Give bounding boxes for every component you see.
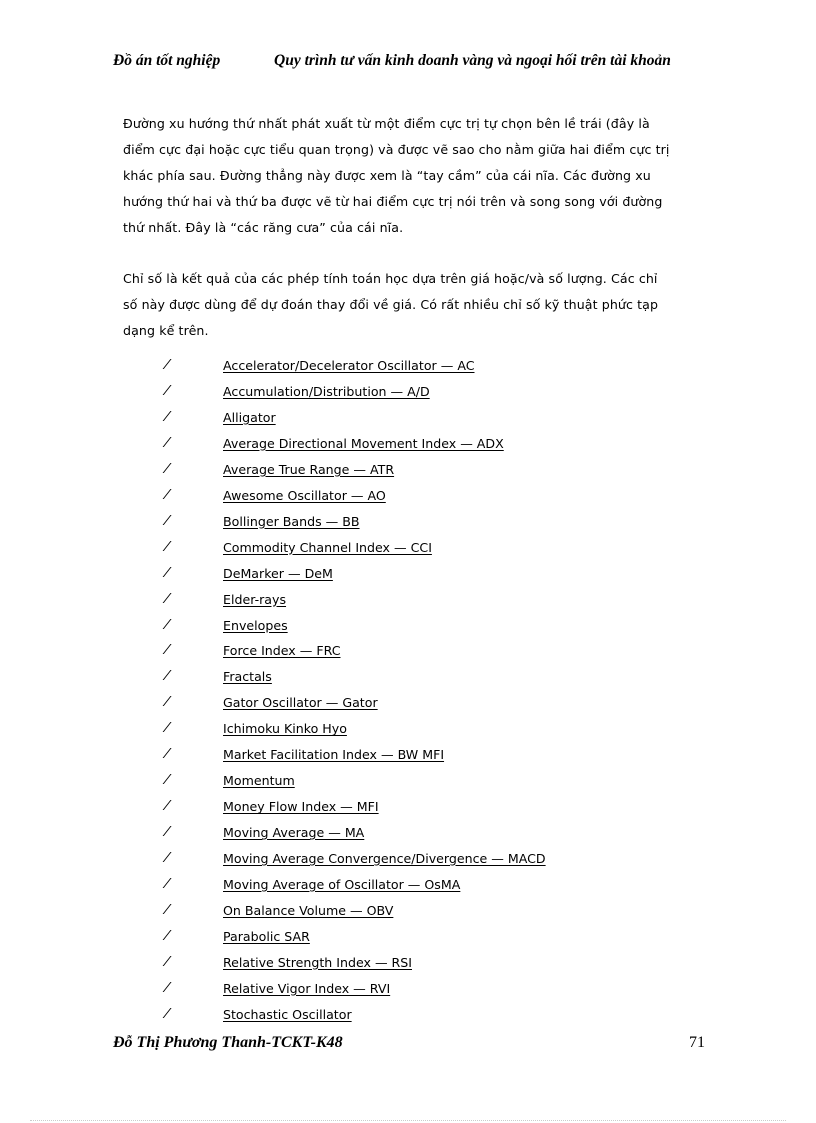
- indicator-link[interactable]: Accumulation/Distribution — A/D: [223, 383, 430, 399]
- list-item: [0, 618, 816, 638]
- indicator-link[interactable]: Envelopes: [223, 617, 288, 633]
- indicator-link[interactable]: Commodity Channel Index — CCI: [223, 539, 432, 555]
- indicator-link[interactable]: Awesome Oscillator — AO: [223, 487, 386, 503]
- header-document-type: Đồ án tốt nghiệp: [113, 52, 221, 69]
- bullet-icon: ⁄: [166, 980, 169, 996]
- list-item: [0, 955, 816, 975]
- paragraph-line: Đường xu hướng thứ nhất phát xuất từ một điểm cực trị tự chọn bên lề trái (đây là: [123, 116, 650, 131]
- list-item: [0, 825, 816, 845]
- list-item: [0, 592, 816, 612]
- bullet-icon: ⁄: [166, 383, 169, 399]
- bullet-icon: ⁄: [166, 409, 169, 425]
- indicator-link[interactable]: Alligator: [223, 409, 276, 425]
- list-item: [0, 566, 816, 586]
- list-item: [0, 773, 816, 793]
- indicator-link[interactable]: Market Facilitation Index — BW MFI: [223, 747, 445, 763]
- indicator-link[interactable]: Momentum: [223, 773, 295, 789]
- bullet-icon: ⁄: [166, 487, 169, 503]
- list-item: [0, 981, 816, 1001]
- list-item: [0, 799, 816, 819]
- bullet-icon: ⁄: [166, 669, 169, 685]
- list-item: [0, 462, 816, 482]
- bullet-icon: ⁄: [166, 825, 169, 841]
- indicator-link[interactable]: Fractals: [223, 669, 272, 685]
- list-item: [0, 436, 816, 456]
- indicator-link[interactable]: Relative Vigor Index — RVI: [223, 980, 391, 996]
- list-item: [0, 721, 816, 741]
- paragraph-indicators-intro: [123, 266, 703, 344]
- bullet-icon: ⁄: [166, 358, 169, 373]
- indicator-link[interactable]: Average Directional Movement Index — ADX: [223, 435, 504, 451]
- bullet-icon: ⁄: [166, 773, 169, 789]
- bullet-icon: ⁄: [166, 877, 169, 892]
- list-item: [0, 384, 816, 404]
- bullet-icon: ⁄: [166, 695, 169, 711]
- bullet-icon: ⁄: [166, 1006, 169, 1022]
- bullet-icon: ⁄: [166, 799, 169, 815]
- list-item: [0, 488, 816, 508]
- indicator-link[interactable]: Average True Range — ATR: [223, 461, 395, 477]
- bullet-icon: ⁄: [166, 591, 169, 607]
- footer-author: Đỗ Thị Phương Thanh-TCKT-K48: [113, 1034, 343, 1051]
- bullet-icon: ⁄: [166, 461, 169, 477]
- list-item: [0, 851, 816, 871]
- indicator-link[interactable]: Elder-rays: [223, 591, 287, 607]
- bullet-icon: ⁄: [166, 928, 169, 944]
- list-item: [0, 669, 816, 689]
- bullet-icon: ⁄: [166, 565, 169, 581]
- indicator-link[interactable]: Moving Average of Oscillator — OsMA: [223, 877, 461, 892]
- indicator-link[interactable]: Force Index — FRC: [223, 643, 341, 659]
- paragraph-line: thứ nhất. Đây là “các răng cưa” của cái nĩa.: [123, 220, 404, 235]
- bullet-icon: ⁄: [166, 902, 169, 918]
- bullet-icon: ⁄: [166, 643, 169, 659]
- indicator-link[interactable]: Parabolic SAR: [223, 928, 310, 944]
- indicator-link[interactable]: DeMarker — DeM: [223, 565, 333, 581]
- list-item: [0, 877, 816, 897]
- list-item: [0, 929, 816, 949]
- list-item: [0, 903, 816, 923]
- list-item: [0, 358, 816, 378]
- page-number: 71: [689, 1034, 705, 1051]
- list-item: [0, 747, 816, 767]
- header-document-title: Quy trình tư vấn kinh doanh vàng và ngoại hối trên tài khoản: [274, 52, 671, 69]
- paragraph-line: điểm cực đại hoặc cực tiểu quan trọng) và được vẽ sao cho nằm giữa hai điểm cực trị: [123, 142, 670, 157]
- list-item: [0, 410, 816, 430]
- page-bottom-divider: [30, 1120, 786, 1121]
- bullet-icon: ⁄: [166, 617, 169, 633]
- indicator-link[interactable]: Ichimoku Kinko Hyo: [223, 721, 347, 737]
- bullet-icon: ⁄: [166, 851, 169, 867]
- indicator-link[interactable]: Moving Average Convergence/Divergence — MACD: [223, 851, 546, 867]
- bullet-icon: ⁄: [166, 721, 169, 737]
- indicator-link[interactable]: On Balance Volume — OBV: [223, 902, 394, 918]
- paragraph-line: Chỉ số là kết quả của các phép tính toán học dựa trên giá hoặc/và số lượng. Các chỉ: [123, 271, 658, 286]
- indicator-link[interactable]: Relative Strength Index — RSI: [223, 954, 412, 970]
- indicator-link[interactable]: Gator Oscillator — Gator: [223, 695, 378, 711]
- paragraph-trendlines: [123, 111, 703, 241]
- indicator-link[interactable]: Accelerator/Decelerator Oscillator — AC: [223, 358, 475, 373]
- indicator-link[interactable]: Bollinger Bands — BB: [223, 513, 360, 529]
- indicator-link[interactable]: Money Flow Index — MFI: [223, 799, 379, 815]
- bullet-icon: ⁄: [166, 513, 169, 529]
- list-item: [0, 1007, 816, 1027]
- list-item: [0, 643, 816, 663]
- paragraph-line: hướng thứ hai và thứ ba được vẽ từ hai điểm cực trị nói trên và song song với đường: [123, 194, 663, 209]
- paragraph-line: khác phía sau. Đường thẳng này được xem là “tay cầm” của cái nĩa. Các đường xu: [123, 168, 651, 183]
- bullet-icon: ⁄: [166, 747, 169, 763]
- list-item: [0, 540, 816, 560]
- bullet-icon: ⁄: [166, 954, 169, 970]
- paragraph-line: dạng kể trên.: [123, 323, 209, 338]
- bullet-icon: ⁄: [166, 435, 169, 451]
- list-item: [0, 695, 816, 715]
- bullet-icon: ⁄: [166, 539, 169, 555]
- indicator-link[interactable]: Moving Average — MA: [223, 825, 365, 841]
- paragraph-line: số này được dùng để dự đoán thay đổi về giá. Có rất nhiều chỉ số kỹ thuật phức tạp: [123, 297, 659, 312]
- indicator-link[interactable]: Stochastic Oscillator: [223, 1006, 352, 1022]
- list-item: [0, 514, 816, 534]
